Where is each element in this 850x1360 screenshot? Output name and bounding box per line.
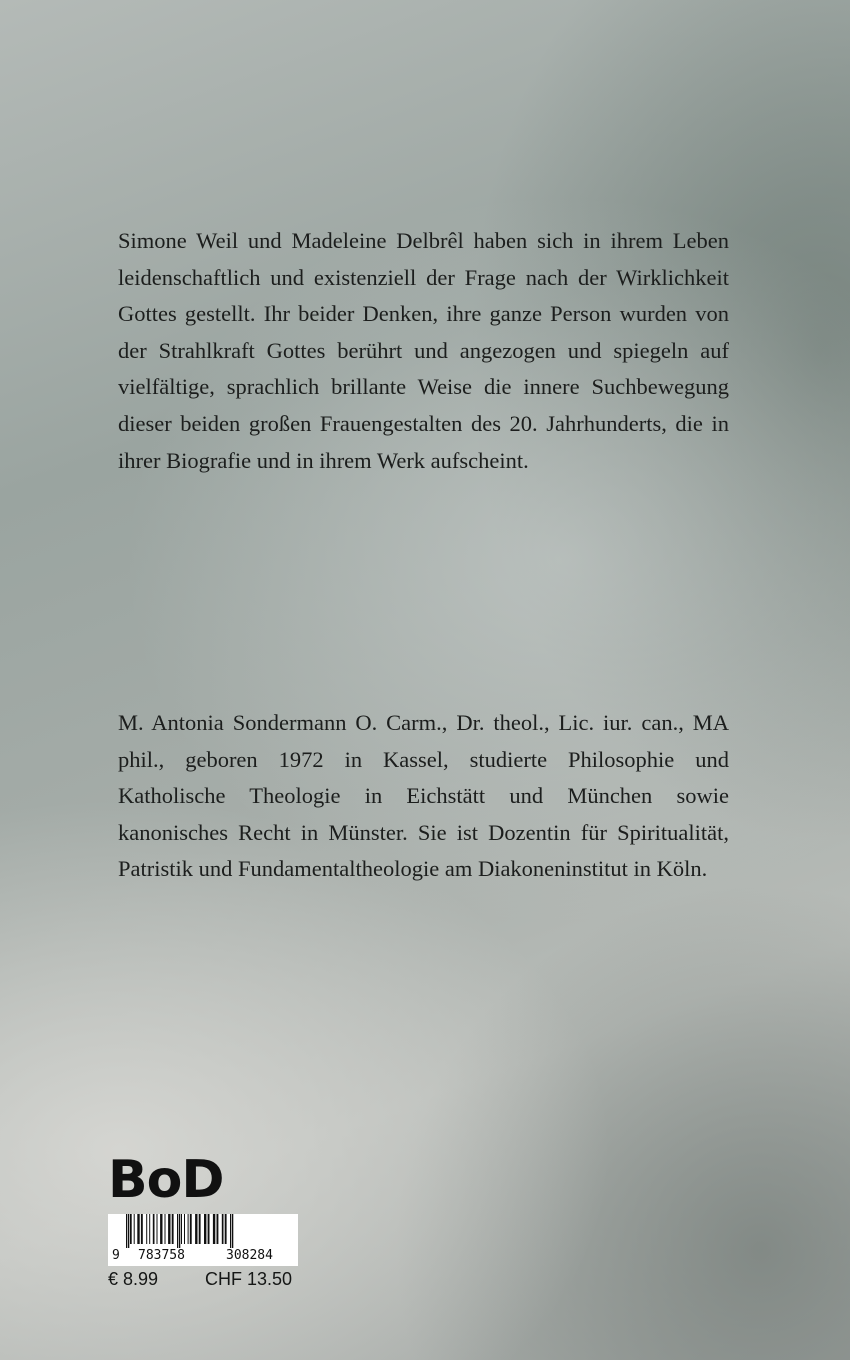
barcode-bar [134,1214,135,1244]
author-bio [118,705,729,888]
barcode-bar [149,1214,150,1244]
barcode-bar [190,1214,192,1244]
barcode-bar [213,1214,215,1244]
barcode-bar [172,1214,174,1244]
barcode-guard-bar [177,1214,178,1248]
barcode-guard-bar [232,1214,233,1248]
price-chf: CHF 13.50 [205,1269,293,1289]
barcode-bar [157,1214,158,1244]
barcode-bars [108,1214,298,1248]
barcode-guard-bar [179,1214,180,1248]
barcode-bar [204,1214,206,1244]
author-bio-paragraph: M. Antonia Sondermann O. Carm., Dr. theol., Lic. iur. can., MA phil., geboren 1972 in Kassel, studierte Philosophie und Katholische Theologie in Eichstätt und München sowie kanonisches Recht in Münster. Sie ist Dozentin für Spiritualität, Patristik und Fundamentaltheologie am Diakoneninstitut in Köln. [118,710,729,882]
barcode-guard-bar [126,1214,127,1248]
barcode-bar [146,1214,147,1244]
barcode-bar [188,1214,189,1244]
barcode-bar [165,1214,166,1244]
barcode-bar [184,1214,185,1244]
isbn-barcode [108,1214,298,1266]
price-eur: € 8.99 [108,1269,159,1289]
barcode-bar [160,1214,162,1244]
barcode-bar [199,1214,201,1244]
barcode-bar [222,1214,224,1244]
barcode-guard-bar [230,1214,231,1248]
barcode-bar [181,1214,182,1244]
barcode-bar [208,1214,210,1244]
book-blurb [118,223,729,479]
barcode-number [108,1247,298,1265]
barcode-bar [195,1214,197,1244]
barcode-guard-bar [128,1214,129,1248]
barcode-bar [225,1214,227,1244]
barcode-bar [137,1214,139,1244]
publisher-logo-area [108,1150,308,1212]
blurb-paragraph: Simone Weil und Madeleine Delbrêl haben sich in ihrem Leben leidenschaftlich und existenziell der Frage nach der Wirklichkeit Gottes gestellt. Ihr beider Denken, ihre ganze Person wurden von der Strahlkraft Gottes berührt und angezogen und spiegeln auf vielfältige, sprachlich brillante Weise die innere Suchbewegung dieser beiden großen Frauengestalten des 20. Jahrhunderts, die in ihrer Biografie und in ihrem Werk aufscheint. [118,228,729,473]
barcode-bar [168,1214,170,1244]
barcode-bar [153,1214,155,1244]
barcode-bar [217,1214,219,1244]
barcode-digit-first: 9 [112,1248,120,1263]
barcode-digits-right: 308284 [226,1248,273,1263]
barcode-bar [130,1214,132,1244]
publisher-logo: BoD [108,1150,224,1210]
barcode-digits-left: 783758 [138,1248,185,1263]
barcode-bar [141,1214,143,1244]
